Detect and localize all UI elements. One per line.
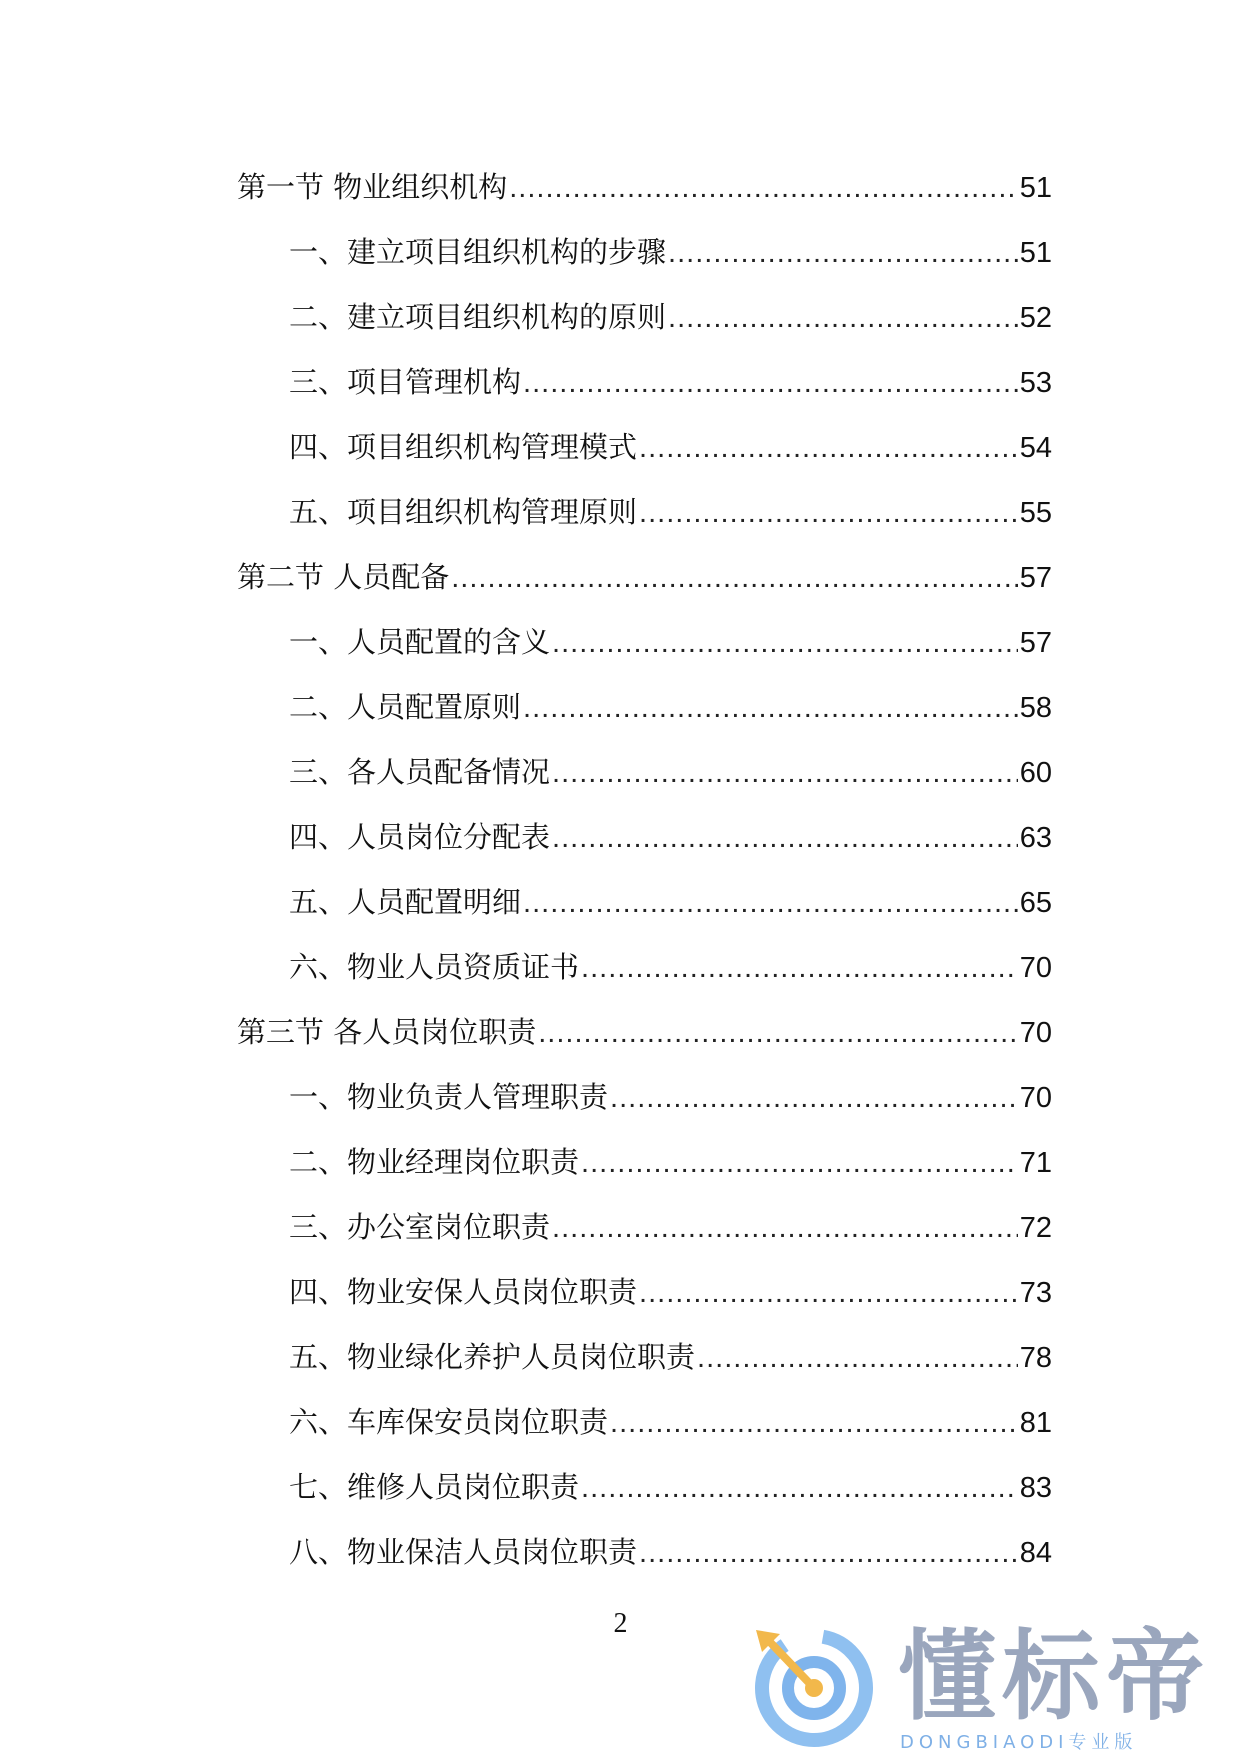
toc-entry[interactable] [237,883,1052,948]
toc-entry-number: 三、 [289,755,348,789]
toc-entry-title: 物业负责人管理职责 [347,1080,609,1114]
toc-entry-number: 二、 [289,300,348,334]
toc-entry-title: 人员配置原则 [347,690,522,724]
toc-entry[interactable] [237,1403,1052,1468]
toc-entry[interactable] [237,688,1052,753]
toc-entry[interactable] [237,1468,1052,1533]
toc-entry-page: 60 [1019,757,1052,789]
toc-entry-page: 81 [1019,1407,1052,1439]
toc-entry-number: 五、 [289,885,348,919]
toc-entry[interactable] [237,493,1052,558]
toc-entry[interactable] [237,558,1052,623]
toc-entry-page: 65 [1019,887,1052,919]
toc-dot-leader [639,494,1018,532]
toc-entry-title: 物业安保人员岗位职责 [347,1275,638,1309]
toc-entry-number: 八、 [289,1535,348,1569]
toc-entry-title: 办公室岗位职责 [347,1210,551,1244]
toc-dot-leader [610,1404,1018,1442]
watermark-brand-name: 懂标帝 [898,1620,1211,1734]
table-of-contents [237,168,1052,1598]
toc-entry-page: 54 [1019,432,1052,464]
toc-entry-number: 第三节 [237,1015,334,1049]
toc-dot-leader [509,169,1018,207]
toc-entry-number: 三、 [289,365,348,399]
toc-entry-number: 七、 [289,1470,348,1504]
toc-entry-title: 人员配备 [333,560,450,594]
toc-entry-title: 物业经理岗位职责 [347,1145,580,1179]
toc-dot-leader [581,949,1018,987]
toc-entry[interactable] [237,233,1052,298]
toc-entry-title: 项目组织机构管理模式 [347,430,638,464]
toc-entry[interactable] [237,1078,1052,1143]
toc-entry-page: 51 [1019,237,1052,269]
toc-entry-title: 人员岗位分配表 [347,820,551,854]
toc-dot-leader [538,1014,1018,1052]
toc-entry-number: 三、 [289,1210,348,1244]
toc-entry-title: 人员配置明细 [347,885,522,919]
toc-entry-number: 第一节 [237,170,334,204]
toc-dot-leader [668,299,1018,337]
toc-entry-number: 四、 [289,430,348,464]
toc-entry-page: 78 [1019,1342,1052,1374]
toc-entry-number: 五、 [289,495,348,529]
toc-dot-leader [610,1079,1018,1117]
toc-entry-title: 物业人员资质证书 [347,950,580,984]
toc-entry-number: 六、 [289,1405,348,1439]
toc-dot-leader [639,1274,1018,1312]
toc-entry-page: 70 [1019,1017,1052,1049]
toc-entry-page: 73 [1019,1277,1052,1309]
toc-entry-title: 人员配置的含义 [347,625,551,659]
toc-entry-number: 第二节 [237,560,334,594]
toc-entry[interactable] [237,948,1052,1013]
toc-entry-number: 六、 [289,950,348,984]
toc-entry[interactable] [237,1013,1052,1078]
toc-entry-page: 57 [1019,627,1052,659]
toc-entry-page: 57 [1019,562,1052,594]
toc-dot-leader [451,559,1018,597]
toc-dot-leader [523,884,1018,922]
toc-entry-page: 53 [1019,367,1052,399]
toc-entry-title: 项目组织机构管理原则 [347,495,638,529]
toc-entry[interactable] [237,1143,1052,1208]
toc-entry[interactable] [237,1208,1052,1273]
toc-entry-title: 物业保洁人员岗位职责 [347,1535,638,1569]
toc-dot-leader [552,624,1018,662]
toc-dot-leader [639,429,1018,467]
toc-entry-page: 55 [1019,497,1052,529]
toc-entry-title: 建立项目组织机构的原则 [347,300,667,334]
toc-entry-page: 63 [1019,822,1052,854]
toc-dot-leader [552,819,1018,857]
toc-entry-number: 一、 [289,625,348,659]
toc-entry-page: 58 [1019,692,1052,724]
toc-dot-leader [581,1469,1018,1507]
toc-entry[interactable] [237,428,1052,493]
toc-entry-number: 一、 [289,1080,348,1114]
toc-dot-leader [523,364,1018,402]
toc-entry[interactable] [237,753,1052,818]
toc-entry-title: 各人员岗位职责 [333,1015,537,1049]
toc-entry-number: 一、 [289,235,348,269]
toc-dot-leader [697,1339,1018,1377]
toc-entry-page: 71 [1019,1147,1052,1179]
watermark-logo [746,1620,1236,1753]
toc-dot-leader [552,754,1018,792]
toc-dot-leader [581,1144,1018,1182]
toc-entry[interactable] [237,1273,1052,1338]
page-number: 2 [613,1608,628,1639]
toc-entry-page: 83 [1019,1472,1052,1504]
toc-entry-title: 物业组织机构 [333,170,508,204]
toc-entry-title: 物业绿化养护人员岗位职责 [347,1340,696,1374]
toc-entry-page: 70 [1019,1082,1052,1114]
target-arrow-icon [746,1622,896,1750]
toc-entry-title: 项目管理机构 [347,365,522,399]
toc-entry-number: 四、 [289,1275,348,1309]
toc-entry[interactable] [237,298,1052,363]
toc-entry-title: 建立项目组织机构的步骤 [347,235,667,269]
toc-entry-number: 五、 [289,1340,348,1374]
toc-entry-page: 70 [1019,952,1052,984]
toc-entry[interactable] [237,168,1052,233]
toc-entry[interactable] [237,623,1052,688]
watermark-subtitle: DONGBIAODI专业版 [900,1732,1138,1753]
toc-dot-leader [552,1209,1018,1247]
toc-dot-leader [639,1534,1018,1572]
toc-entry-title: 车库保安员岗位职责 [347,1405,609,1439]
toc-dot-leader [523,689,1018,727]
toc-entry-number: 二、 [289,1145,348,1179]
toc-entry-number: 四、 [289,820,348,854]
toc-entry-title: 各人员配备情况 [347,755,551,789]
toc-entry[interactable] [237,1533,1052,1598]
toc-entry-page: 72 [1019,1212,1052,1244]
toc-entry-page: 51 [1019,172,1052,204]
toc-entry[interactable] [237,1338,1052,1403]
toc-entry-number: 二、 [289,690,348,724]
toc-entry-page: 52 [1019,302,1052,334]
toc-entry-title: 维修人员岗位职责 [347,1470,580,1504]
toc-dot-leader [668,234,1018,272]
toc-entry[interactable] [237,363,1052,428]
toc-entry-page: 84 [1019,1537,1052,1569]
toc-entry[interactable] [237,818,1052,883]
